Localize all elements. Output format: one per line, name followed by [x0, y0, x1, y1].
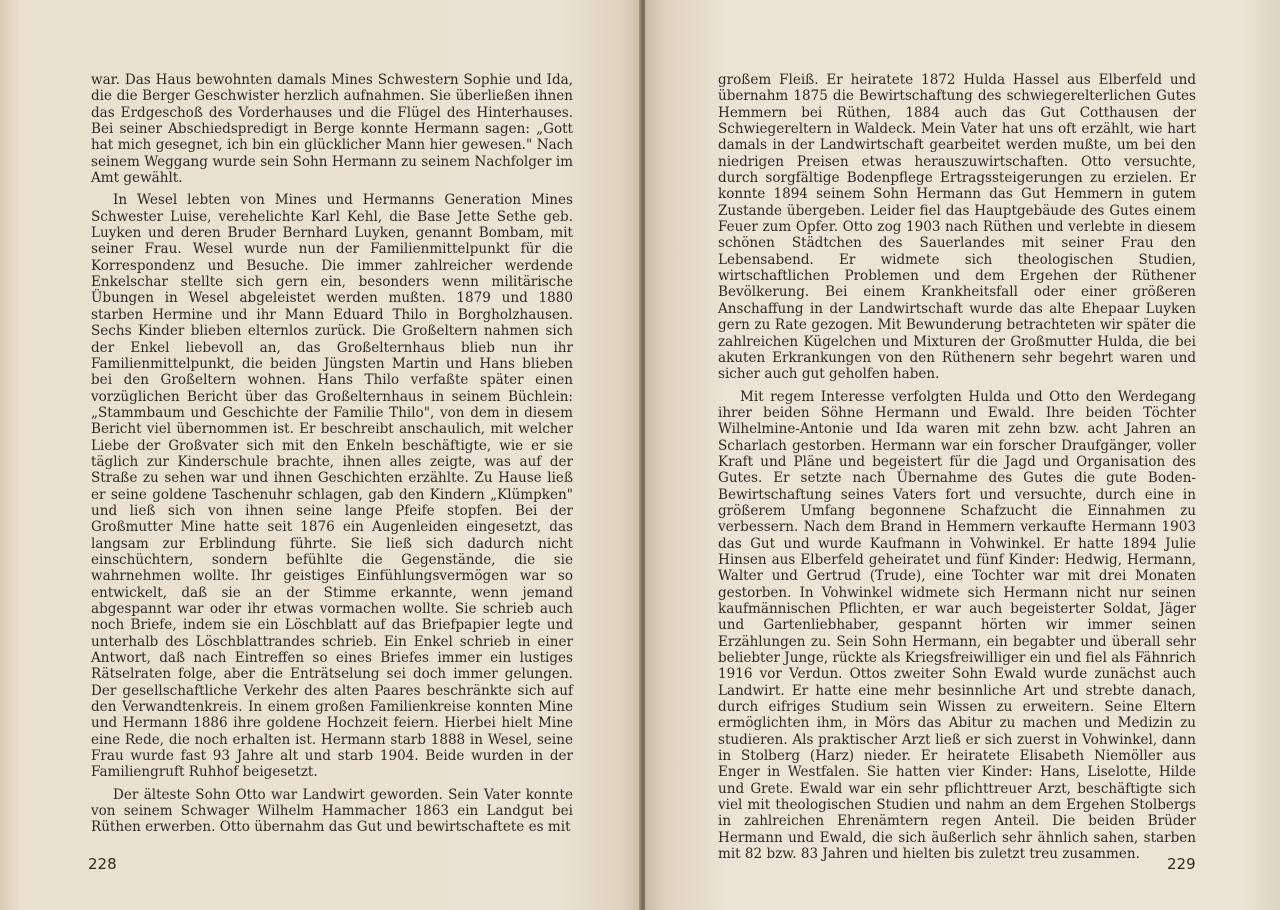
left-page-text [91, 72, 573, 836]
right-page-text [718, 72, 1196, 863]
page-number: 228 [88, 855, 117, 873]
paragraph: großem Fleiß. Er heiratete 1872 Hulda Hassel aus Elberfeld und übernahm 1875 die Bewirtschaftung des schwiegerelterlichen Gutes Hemmern bei Rüthen, 1884 auch das Gut Cotthausen der Schwiegereltern in Waldeck. Mein Vater hat uns oft erzählt, wie hart damals in der Landwirtschaft gearbeitet werden mußte, um bei den niedrigen Preisen etwas herauszuwirtschaften. Otto versuchte, durch sorgfältige Bodenpflege Ertragssteigerungen zu erzielen. Er konnte 1894 seinem Sohn Hermann das Gut Hemmern in gutem Zustande übergeben. Leider fiel das Hauptgebäude des Gutes einem Feuer zum Opfer. Otto zog 1903 nach Rüthen und verlebte in diesem schönen Städtchen des Sauerlandes mit seiner Frau den Lebensabend. Er widmete sich theologischen Studien, wirtschaftlichen Problemen und dem Ergehen der Rüthener Bevölkerung. Bei einem Krankheitsfall oder einer größeren Anschaffung in der Landwirtschaft wurde das alte Ehepaar Luyken gern zu Rate gezogen. Mit Bewunderung betrachteten wir später die zahlreichen Kügelchen und Mixturen der Großmutter Hulda, die bei akuten Erkrankungen von den Rüthenern sehr begehrt waren und sicher auch gut geholfen haben. [718, 72, 1196, 383]
page-number: 229 [1167, 855, 1196, 873]
right-page [645, 0, 1280, 910]
paragraph: In Wesel lebten von Mines und Hermanns Generation Mines Schwester Luise, verehelichte Karl Kehl, die Base Jette Sethe geb. Luyken und deren Bruder Bernhard Luyken, genannt Bombam, mit seiner Frau. Wesel wurde nun der Familienmittelpunkt für die Korrespondenz und Besuche. Die immer zahlreicher werdende Enkelschar stellte sich gern ein, besonders wenn militärische Übungen in Wesel abgeleistet werden mußten. 1879 und 1880 starben Hermine und ihr Mann Eduard Thilo in Borgholzhausen. Sechs Kinder blieben elternlos zurück. Die Großeltern nahmen sich der Enkel liebevoll an, das Großelternhaus blieb nun ihr Familienmittelpunkt, die beiden Jüngsten Martin und Hans blieben bei den Großeltern wohnen. Hans Thilo verfaßte später einen vorzüglichen Bericht über das Großelternhaus in seinem Büchlein: „Stammbaum und Geschichte der Familie Thilo", von dem in diesem Bericht viel übernommen ist. Er beschreibt anschaulich, mit welcher Liebe der Großvater sich mit den Enkeln beschäftigte, wie er sie täglich zur Kinderschule brachte, ihnen alles zeigte, was auf der Straße zu sehen war und ihnen Geschichten erzählte. Zu Hause ließ er seine goldene Taschenuhr schlagen, gab den Kindern „Klümpken" und ließ sich von ihnen seine lange Pfeife stopfen. Bei der Großmutter Mine hatte seit 1876 ein Augenleiden eingesetzt, das langsam zur Erblindung führte. Sie ließ sich dadurch nicht einschüchtern, sondern befühlte die Gegenstände, die sie wahrnehmen wollte. Ihr geistiges Einfühlungsvermögen war so entwickelt, daß sie an der Stimme erkannte, wenn jemand abgespannt war oder ihr etwas vormachen wollte. Sie schrieb auch noch Briefe, indem sie ein Löschblatt auf das Briefpapier legte und unterhalb des Löschblattrandes schrieb. Ein Enkel schrieb in einer Antwort, daß nach Eintreffen so eines Briefes immer ein lustiges Rätselraten folge, aber die Enträtselung sei doch immer gelungen. Der gesellschaftliche Verkehr des alten Paares beschränkte sich auf den Verwandtenkreis. In einem großen Familienkreise konnten Mine und Hermann 1886 ihre goldene Hochzeit feiern. Hierbei hielt Mine eine Rede, die noch erhalten ist. Hermann starb 1888 in Wesel, seine Frau wurde fast 93 Jahre alt und starb 1904. Beide wurden in der Familiengruft Ruhhof beigesetzt. [91, 192, 573, 781]
paragraph: war. Das Haus bewohnten damals Mines Schwestern Sophie und Ida, die die Berger Geschwister herzlich aufnahmen. Sie überließen ihnen das Erdgeschoß des Vorderhauses und die Flügel des Hinterhauses. Bei seiner Abschiedspredigt in Berge konnte Hermann sagen: „Gott hat mich gesegnet, ich bin ein glücklicher Mann hier gewesen." Nach seinem Weggang wurde sein Sohn Hermann zu seinem Nachfolger im Amt gewählt. [91, 72, 573, 187]
paragraph: Der älteste Sohn Otto war Landwirt geworden. Sein Vater konnte von seinem Schwager Wilhelm Hammacher 1863 ein Landgut bei Rüthen erwerben. Otto übernahm das Gut und bewirtschaftete es mit [91, 786, 573, 836]
paragraph: Mit regem Interesse verfolgten Hulda und Otto den Werdegang ihrer beiden Söhne Hermann und Ewald. Ihre beiden Töchter Wilhelmine-Antonie und Ida waren mit zehn bzw. acht Jahren an Scharlach gestorben. Hermann war ein forscher Draufgänger, voller Kraft und Pläne und begeistert für die Jagd und Organisation des Gutes. Er setzte nach Übernahme des Gutes die gute Boden-Bewirtschaftung seines Vaters fort und versuchte, durch eine in größerem Umfang begonnene Schafzucht die Einnahmen zu verbessern. Nach dem Brand in Hemmern verkaufte Hermann 1903 das Gut und wurde Kaufmann in Vohwinkel. Er hatte 1894 Julie Hinsen aus Elberfeld geheiratet und fünf Kinder: Hedwig, Hermann, Walter und Gertrud (Trude), eine Tochter war mit drei Monaten gestorben. In Vohwinkel widmete sich Hermann nicht nur seinen kaufmännischen Pflichten, er war auch begeisterter Soldat, Jäger und Gartenliebhaber, gespannt hörten wir immer seinen Erzählungen zu. Sein Sohn Hermann, ein begabter und überall sehr beliebter Junge, rückte als Kriegsfreiwilliger ein und fiel als Fähnrich 1916 vor Verdun. Ottos zweiter Sohn Ewald wurde zunächst auch Landwirt. Er hatte eine mehr besinnliche Art und strebte danach, durch eifriges Studium sein Wissen zu erweitern. Seine Eltern ermöglichten ihm, in Mörs das Abitur zu machen und Medizin zu studieren. Als praktischer Arzt ließ er sich zuerst in Vohwinkel, dann in Stolberg (Harz) nieder. Er heiratete Elisabeth Niemöller aus Enger in Westfalen. Sie hatten vier Kinder: Hans, Liselotte, Hilde und Grete. Ewald war ein sehr pflichttreuer Arzt, beschäftigte sich viel mit theologischen Studien und nahm an dem Ergehen Stolbergs in zahlreichen Ehrenämtern regen Anteil. Die beiden Brüder Hermann und Ewald, die sich äußerlich sehr ähnlich sahen, starben mit 82 bzw. 83 Jahren und hielten bis zuletzt treu zusammen. [718, 388, 1196, 863]
